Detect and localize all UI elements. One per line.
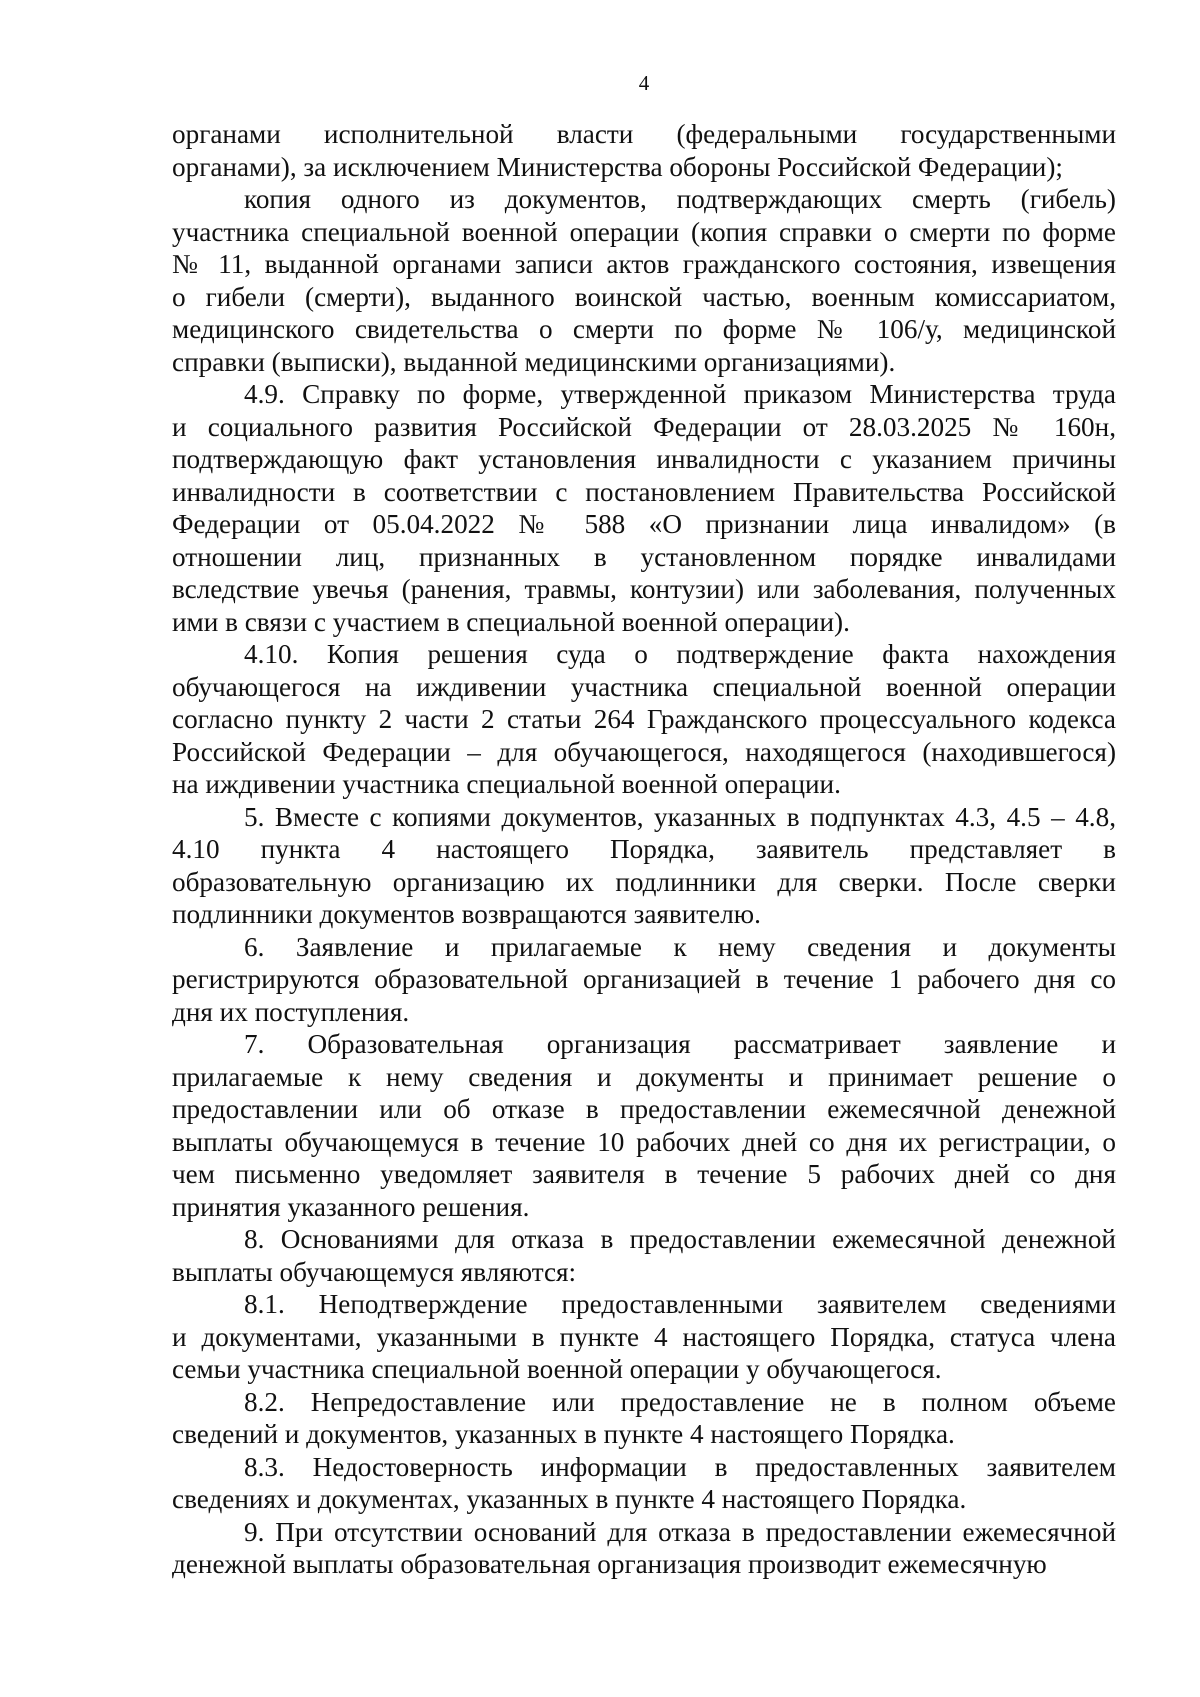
- paragraph-p8: [172, 1288, 1116, 1386]
- page-number: 4: [638, 71, 650, 95]
- text-line: Федерации от 05.04.2022 № 588 «О признании лица инвалидом» (в: [172, 509, 1116, 539]
- text-line: выплаты обучающемуся в течение 10 рабочих дней со дня их регистрации, о: [172, 1126, 1116, 1157]
- text-line: обучающегося на иждивении участника специальной военной операции: [172, 671, 1116, 702]
- text-line: инвалидности в соответствии с постановлением Правительства Российской: [172, 476, 1116, 507]
- text-line: дня их поступления.: [172, 996, 410, 1027]
- text-line: и документами, указанными в пункте 4 настоящего Порядка, статуса члена: [172, 1321, 1116, 1352]
- text-line: 4.9. Справку по форме, утвержденной приказом Министерства труда: [244, 379, 1116, 409]
- text-line: сведениях и документах, указанных в пункте 4 настоящего Порядка.: [172, 1484, 967, 1514]
- text-line: 4.10 пункта 4 настоящего Порядка, заявитель представляет в: [172, 834, 1116, 864]
- text-line: семьи участника специальной военной операции у обучающегося.: [172, 1354, 942, 1384]
- text-line: 6. Заявление и прилагаемые к нему сведения и документы: [244, 931, 1116, 962]
- text-line: медицинского свидетельства о смерти по форме № 106/у, медицинской: [172, 314, 1116, 344]
- text-line: 9. При отсутствии оснований для отказа в предоставлении ежемесячной: [244, 1516, 1116, 1547]
- text-line: 8.2. Непредоставление или предоставление не в полном объеме: [244, 1386, 1116, 1417]
- text-line: 5. Вместе с копиями документов, указанных в подпунктах 4.3, 4.5 – 4.8,: [244, 801, 1116, 832]
- text-line: прилагаемые к нему сведения и документы и принимает решение о: [172, 1061, 1116, 1092]
- text-line: органами), за исключением Министерства обороны Российской Федерации);: [172, 151, 1063, 182]
- text-line: о гибели (смерти), выданного воинской частью, военным комиссариатом,: [172, 281, 1116, 312]
- text-line: принятия указанного решения.: [172, 1191, 530, 1222]
- text-line: Российской Федерации – для обучающегося, находящегося (находившегося): [172, 736, 1116, 767]
- paragraph-p4: [172, 801, 1116, 931]
- text-line: участника специальной военной операции (копия справки о смерти по форме: [172, 216, 1116, 247]
- paragraph-p2: [172, 378, 1116, 638]
- paragraph-p10: [172, 1451, 1116, 1516]
- text-line: согласно пункту 2 части 2 статьи 264 Гражданского процессуального кодекса: [172, 704, 1116, 734]
- text-line: справки (выписки), выданной медицинскими организациями).: [172, 346, 896, 377]
- text-line: отношении лиц, признанных в установленном порядке инвалидами: [172, 541, 1116, 572]
- text-line: органами исполнительной власти (федеральными государственными: [172, 119, 1116, 149]
- text-line: сведений и документов, указанных в пункте 4 настоящего Порядка.: [172, 1419, 955, 1449]
- paragraph-p9: [172, 1386, 1116, 1451]
- text-line: предоставлении или об отказе в предоставлении ежемесячной денежной: [172, 1094, 1116, 1124]
- text-line: образовательную организацию их подлинники для сверки. После сверки: [172, 866, 1116, 897]
- text-line: на иждивении участника специальной военной операции.: [172, 769, 841, 799]
- text-line: подлинники документов возвращаются заявителю.: [172, 899, 761, 929]
- text-line: копия одного из документов, подтверждающих смерть (гибель): [244, 184, 1116, 214]
- paragraph-p7: [172, 1223, 1116, 1288]
- text-line: ими в связи с участием в специальной военной операции).: [172, 606, 850, 637]
- document-body: [172, 118, 1116, 1581]
- text-line: 7. Образовательная организация рассматривает заявление и: [244, 1029, 1116, 1059]
- text-line: чем письменно уведомляет заявителя в течение 5 рабочих дней со дня: [172, 1159, 1116, 1189]
- text-line: выплаты обучающемуся являются:: [172, 1256, 577, 1287]
- paragraph-p6: [172, 1028, 1116, 1223]
- text-line: вследствие увечья (ранения, травмы, контузии) или заболевания, полученных: [172, 574, 1116, 604]
- text-line: 4.10. Копия решения суда о подтверждение факта нахождения: [244, 639, 1116, 669]
- paragraph-p5: [172, 931, 1116, 1029]
- paragraph-p1: [172, 183, 1116, 378]
- text-line: 8.3. Недостоверность информации в предоставленных заявителем: [244, 1451, 1116, 1482]
- text-line: подтверждающую факт установления инвалидности с указанием причины: [172, 444, 1116, 474]
- text-line: № 11, выданной органами записи актов гражданского состояния, извещения: [172, 249, 1116, 279]
- text-line: денежной выплаты образовательная организация производит ежемесячную: [172, 1549, 1047, 1579]
- text-line: 8.1. Неподтверждение предоставленными заявителем сведениями: [244, 1289, 1116, 1319]
- paragraph-p11: [172, 1516, 1116, 1581]
- text-line: регистрируются образовательной организацией в течение 1 рабочего дня со: [172, 964, 1116, 994]
- paragraph-p3: [172, 638, 1116, 801]
- text-line: и социального развития Российской Федерации от 28.03.2025 № 160н,: [172, 411, 1116, 442]
- paragraph-p0: [172, 118, 1116, 183]
- text-line: 8. Основаниями для отказа в предоставлении ежемесячной денежной: [244, 1224, 1116, 1254]
